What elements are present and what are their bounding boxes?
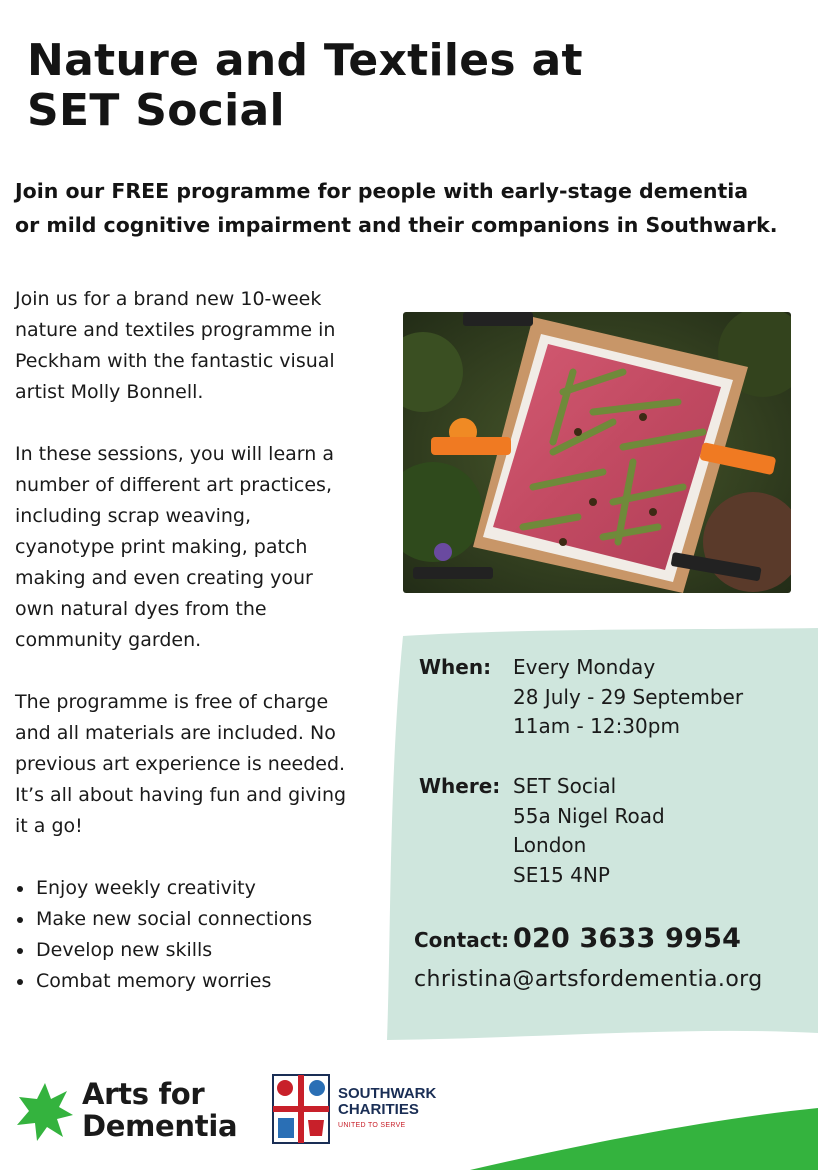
intro-line: Peckham with the fantastic visual: [15, 350, 335, 372]
contact-label: Contact:: [414, 928, 510, 952]
southwark-charities-logo: [272, 1074, 472, 1150]
sc-line-1: SOUTHWARK: [338, 1085, 437, 1102]
sessions-line: cyanotype print making, patch: [15, 536, 308, 558]
sessions-line: including scrap weaving,: [15, 505, 252, 527]
list-item: Combat memory worries: [15, 966, 385, 997]
afd-line-1: Arts for: [82, 1077, 205, 1111]
afd-wordmark: [82, 1078, 237, 1142]
subtitle: [15, 174, 805, 242]
free-line: previous art experience is needed.: [15, 753, 346, 775]
intro-line: Join us for a brand new 10-week: [15, 288, 322, 310]
benefits-list: [15, 873, 385, 997]
where-line: London: [513, 833, 587, 857]
free-line: it a go!: [15, 815, 83, 837]
free-line: The programme is free of charge: [15, 691, 329, 713]
free-line: It’s all about having fun and giving: [15, 784, 347, 806]
intro-line: artist Molly Bonnell.: [15, 381, 204, 403]
afd-line-2: Dementia: [82, 1109, 238, 1143]
sessions-line: In these sessions, you will learn a: [15, 443, 334, 465]
event-details-panel: [387, 628, 818, 1040]
where-line: SET Social: [513, 774, 617, 798]
sc-wordmark: [338, 1086, 436, 1118]
body-text-column: [15, 284, 385, 997]
crest-icon: [272, 1074, 330, 1148]
title-line-1: Nature and Textiles at: [27, 35, 583, 86]
intro-paragraph: [15, 284, 385, 408]
sessions-paragraph: [15, 439, 385, 656]
when-line: 28 July - 29 September: [513, 684, 744, 709]
subtitle-line-2: or mild cognitive impairment and their companions in Southwark.: [15, 213, 778, 237]
arts-for-dementia-logo: [15, 1078, 245, 1142]
when-line: 11am - 12:30pm: [513, 714, 680, 738]
sessions-line: own natural dyes from the: [15, 598, 267, 620]
email-address[interactable]: christina@artsfordementia.org: [414, 967, 763, 992]
intro-line: nature and textiles programme in: [15, 319, 336, 341]
list-item: Enjoy weekly creativity: [15, 873, 385, 904]
free-line: and all materials are included. No: [15, 722, 336, 744]
subtitle-line-1: Join our FREE programme for people with early-stage dementia: [15, 179, 749, 203]
sc-tagline: UNITED TO SERVE: [338, 1122, 406, 1129]
textile-artwork-photo: [403, 312, 791, 593]
sessions-line: community garden.: [15, 629, 202, 651]
sc-line-2: CHARITIES: [338, 1101, 419, 1118]
where-line: 55a Nigel Road: [513, 803, 665, 828]
when-label: When:: [419, 655, 492, 679]
free-paragraph: [15, 687, 385, 842]
sessions-line: making and even creating your: [15, 567, 313, 589]
where-label: Where:: [419, 774, 501, 798]
page-title: [27, 36, 727, 136]
when-line: Every Monday: [513, 655, 656, 679]
title-line-2: SET Social: [27, 85, 285, 136]
phone-number[interactable]: 020 3633 9954: [513, 923, 742, 954]
list-item: Make new social connections: [15, 904, 385, 935]
when-details: [513, 653, 743, 742]
starburst-icon: [15, 1081, 75, 1141]
list-item: Develop new skills: [15, 935, 385, 966]
where-line: SE15 4NP: [513, 862, 610, 887]
sessions-line: number of different art practices,: [15, 474, 332, 496]
where-details: [513, 772, 665, 890]
